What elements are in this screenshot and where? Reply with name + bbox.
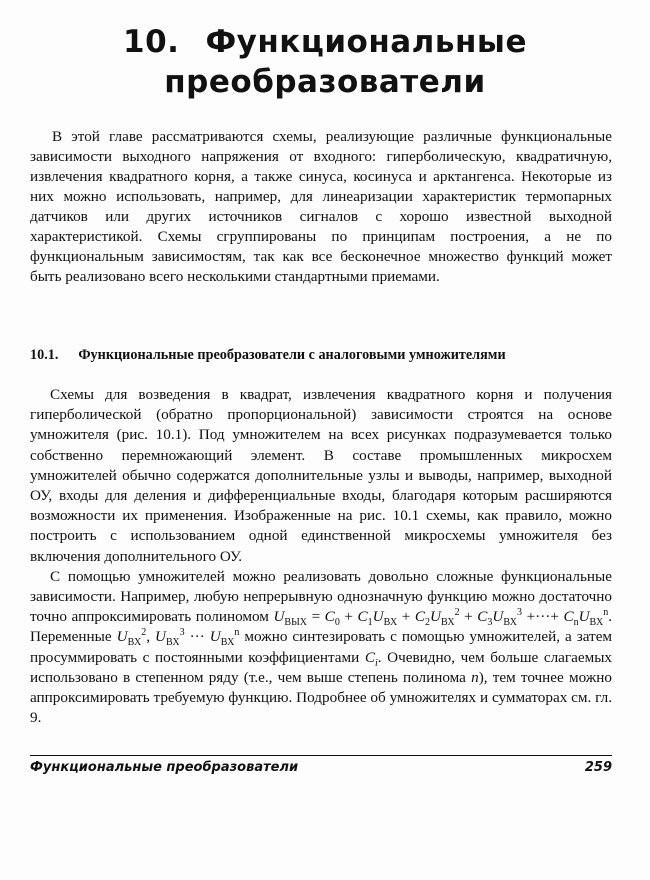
chapter-title-line1 bbox=[0, 22, 650, 62]
running-title: Функциональные преобразователи bbox=[30, 760, 299, 775]
p2-text-1: С помощью умножителей можно реализовать довольно сложные функциональные зависимости. Например, любую непрерывную однозначную функцию можно достаточно точно аппроксимировать полиномом bbox=[30, 567, 612, 626]
polynomial-degree-n: n bbox=[471, 668, 479, 686]
p2-text-3: можно синтезировать с помощью умножителей, а затем просуммировать с постоянными коэффициентами bbox=[30, 628, 613, 666]
section-heading bbox=[30, 345, 620, 365]
section-body bbox=[30, 385, 612, 728]
p2-text-5: ), тем точнее можно аппроксимировать требуемую функцию. Подробнее об умножителях и сумматорах см. гл. 9. bbox=[30, 668, 613, 727]
chapter-title-word1: Функциональные bbox=[205, 24, 527, 60]
chapter-title bbox=[0, 22, 650, 102]
p2-text-4: . Очевидно, чем больше слагаемых использовано в степенном ряду (т.е., чем выше степень полинома bbox=[30, 648, 613, 686]
coefficient-ci: $C_i$ bbox=[364, 648, 378, 669]
p2-text-2: . Переменные bbox=[30, 608, 612, 646]
body-paragraph-2 bbox=[30, 567, 612, 729]
page-number: 259 bbox=[584, 760, 612, 775]
page-footer bbox=[30, 760, 612, 776]
chapter-number: 10. bbox=[123, 24, 180, 60]
variables-formula: $U_{ВХ}^2$, $U_{ВХ}^3$ ··· $U_{ВХ}^n$ bbox=[116, 627, 240, 649]
body-paragraph-1: Схемы для возведения в квадрат, извлечения квадратного корня и получения гиперболической (обратно пропорциональной) зависимости строятся на основе умножителя (рис. 10.1). Под умножителем на всех рисунках подразумевается только собственно перемножающий элемент. В составе промышленных микросхем умножителей обычно содержатся дополнительные узлы и выводы, например, выходной ОУ, входы для деления и дифференциальные входы, благодаря которым расширяются возможности их применения. Изображенные на рис. 10.1 схемы, как правило, можно построить с использованием одной единственной микросхемы умножителя без включения дополнительного ОУ. bbox=[30, 386, 612, 565]
section-number: 10.1. bbox=[30, 347, 59, 363]
footer-divider bbox=[30, 755, 612, 756]
intro-paragraph: В этой главе рассматриваются схемы, реализующие различные функциональные зависимости выходного напряжения от входного: гиперболическую, квадратичную, извлечения квадратного корня, а также синуса, косинуса и арктангенса. Некоторые из них можно использовать, например, для линеаризации характеристик термопарных датчиков или других источников сигналов с хорошо известной выходной характеристикой. Схемы сгруппированы по принципам построения, а не по функциональным зависимостям, так как все бесконечное множество функций может быть реализовано всего несколькими стандартными приемами. bbox=[30, 128, 612, 285]
polynomial-formula: $U_{ВЫХ} = C_0 + C_1U_{ВХ} + C_2U_{ВХ}^2 + C_3U_{ВХ}^3$ +···+ $C_nU_{ВХ}^n$ bbox=[273, 607, 609, 629]
section-title: Функциональные преобразователи с аналоговыми умножителями bbox=[78, 347, 506, 363]
chapter-title-line2: преобразователи bbox=[164, 64, 486, 100]
